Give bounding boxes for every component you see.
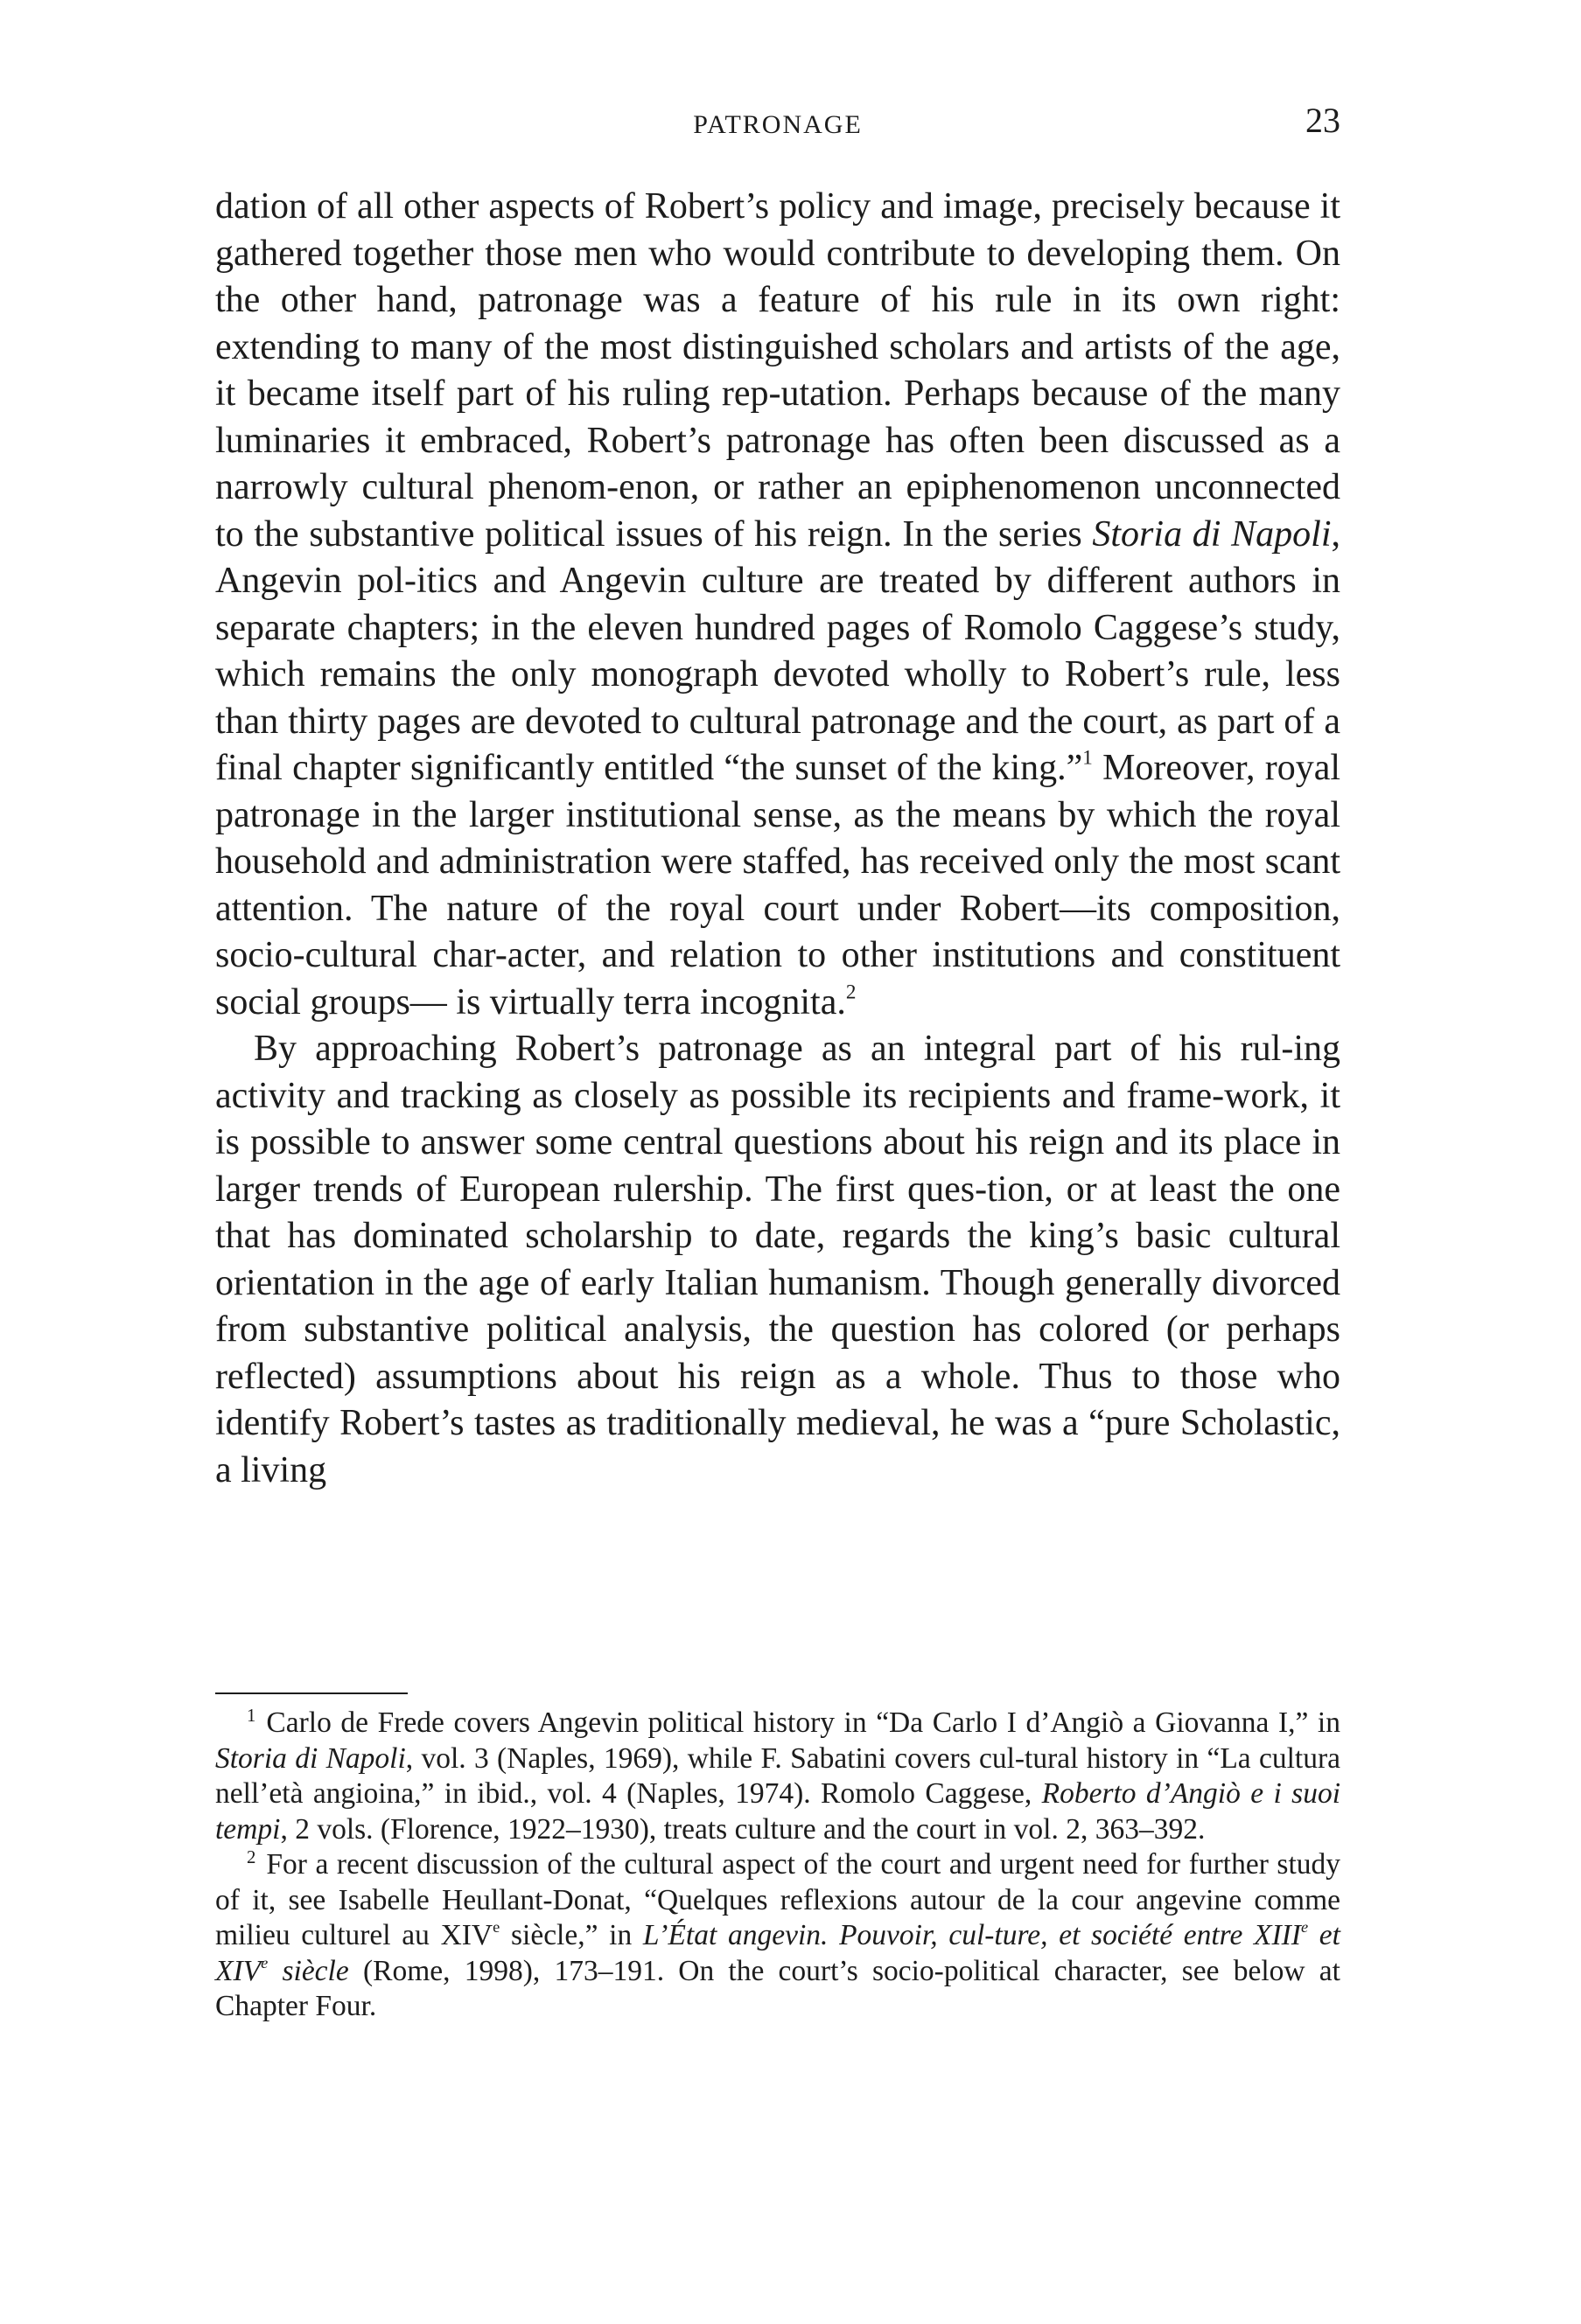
footnote-2-number: 2	[247, 1846, 256, 1867]
footnote-1-text-c: , 2 vols. (Florence, 1922–1930), treats culture and the court in vol. 2, 363–392.	[280, 1812, 1206, 1846]
footnote-ref-1[interactable]: 1	[1082, 745, 1093, 769]
paragraph-1-text-b: , Angevin pol-itics and Angevin culture are treated by different authors in separate chapters; in the eleven hundred pages of Romolo Caggese’s study, which remains the only monograph devoted wholly to Robert’s rule, less than thirty pages are devoted to cultural patronage and the court, as part of a final chapter significantly entitled “the sunset of the king.”	[215, 513, 1340, 788]
footnote-2-sup-3-text: e	[261, 1953, 269, 1972]
footnote-1-title-a: Storia di Napoli	[215, 1741, 406, 1775]
body-text	[215, 184, 1340, 1494]
footnote-2-sup-2	[1301, 1918, 1308, 1936]
footnote-2-text-b: siècle,” in	[500, 1919, 643, 1951]
paragraph-1	[215, 184, 1340, 1026]
footnote-ref-2[interactable]: 2	[845, 980, 857, 1003]
footnote-2	[215, 1847, 1340, 2025]
paragraph-2: By approaching Robert’s patronage as an integral part of his rul-ing activity and tracking as closely as possible its recipients and frame-work, it is possible to answer some central questions about his reign and its place in larger trends of European rulership. The first ques-tion, or at least the one that has dominated scholarship to date, regards the king’s basic cultural orientation in the age of early Italian humanism. Though generally divorced from substantive political analysis, the question has colored (or perhaps reflected) assumptions about his reign as a whole. Thus to those who identify Robert’s tastes as traditionally medieval, he was a “pure Scholastic, a living	[215, 1029, 1340, 1490]
footnote-2-title-c: siècle	[268, 1954, 349, 1987]
paragraph-1-text-c: Moreover, royal patronage in the larger institutional sense, as the means by which the royal household and administration were staffed, has received only the most scant attention. The nature of the royal court under Robert—its composition, socio-cultural char-acter, and relation to other institutions and constituent social groups— is virtually terra incognita.	[215, 748, 1341, 1022]
footnotes	[215, 1706, 1340, 2025]
footnote-2-sup-1: e	[493, 1918, 500, 1937]
paragraph-1-text-a: dation of all other aspects of Robert’s policy and image, precisely because it gathered together those men who would contribute to developing them. On the other hand, patronage was a feature of his rule in its own right: extending to many of the most distinguished scholars and artists of the age, it became itself part of his ruling rep-utation. Perhaps because of the many luminaries it embraced, Robert’s patronage has often been discussed as a narrowly cultural phenom-enon, or rather an epiphenomenon unconnected to the substantive political issues of his reign. In the series	[215, 186, 1340, 555]
footnote-1	[215, 1706, 1340, 1847]
footnote-2-text-a: For a recent discussion of the cultural aspect of the court and urgent need for further study of it, see Isabelle Heullant-Donat, “Quelques reflexions autour de la cour angevine comme milieu culturel au XIV	[215, 1848, 1340, 1951]
footnote-2-text-c: (Rome, 1998), 173–191. On the court’s socio-political character, see below at Chapter Four.	[215, 1954, 1340, 2022]
storia-di-napoli-title: Storia di Napoli	[1092, 513, 1332, 555]
footnote-1-text-a: Carlo de Frede covers Angevin political history in “Da Carlo I d’Angiò a Giovanna I,” in	[266, 1706, 1340, 1739]
running-head: PATRONAGE	[693, 110, 863, 139]
page-header	[215, 94, 1340, 147]
footnote-1-number: 1	[247, 1705, 256, 1726]
footnote-2-title-b: et XIV	[215, 1919, 1340, 1987]
footnote-1-text-b: , vol. 3 (Naples, 1969), while F. Sabatini covers cul-tural history in “La cultura nell’età angioina,” in ibid., vol. 4 (Naples, 1974). Romolo Caggese,	[215, 1741, 1340, 1810]
footnote-divider	[215, 1692, 408, 1694]
footnote-2-title-a: L’État angevin. Pouvoir, cul-ture, et société entre XIII	[642, 1919, 1301, 1951]
page-number: 23	[1305, 101, 1340, 140]
footnote-2-sup-2-text: e	[1300, 1918, 1309, 1937]
footnote-1-title-b: Roberto d’Angiò e i suoi tempi	[215, 1777, 1341, 1846]
